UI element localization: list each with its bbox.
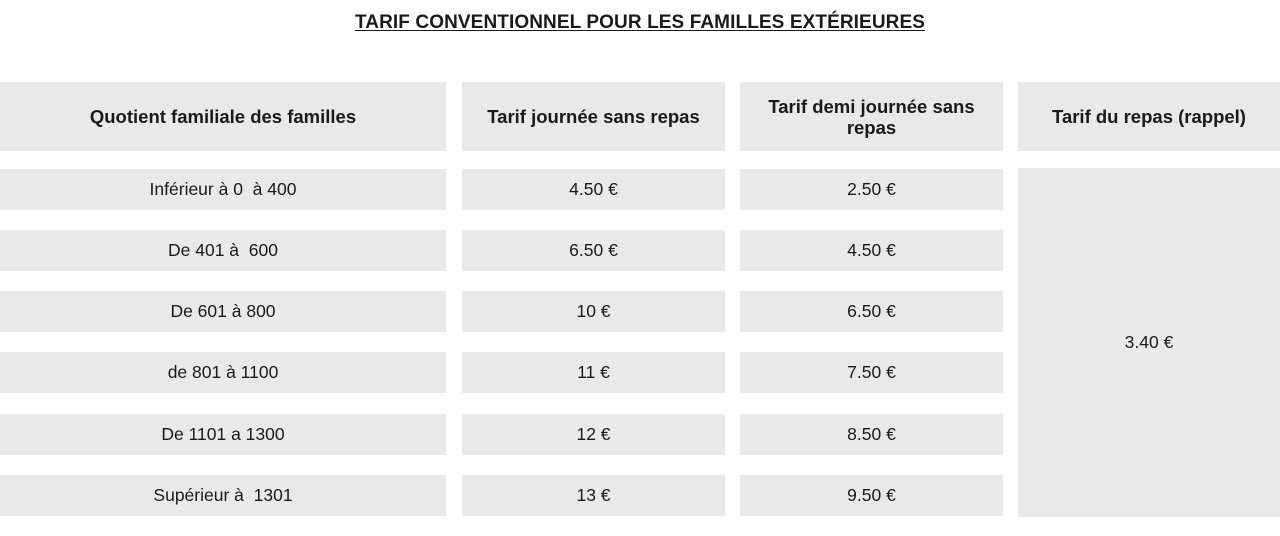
row-2-tarif-demi-journee: 4.50 € [740, 230, 1003, 271]
row-4-tarif-journee: 11 € [462, 352, 725, 393]
row-1-tarif-journee: 4.50 € [462, 169, 725, 210]
meal-price-cell: 3.40 € [1018, 168, 1280, 517]
row-2-quotient: De 401 à 600 [0, 230, 446, 271]
row-3-tarif-journee: 10 € [462, 291, 725, 332]
row-6-tarif-journee: 13 € [462, 475, 725, 516]
row-5-quotient: De 1101 a 1300 [0, 414, 446, 455]
row-5-tarif-demi-journee: 8.50 € [740, 414, 1003, 455]
row-4-quotient: de 801 à 1100 [0, 352, 446, 393]
row-6-tarif-demi-journee: 9.50 € [740, 475, 1003, 516]
row-6-quotient: Supérieur à 1301 [0, 475, 446, 516]
header-tarif-journee: Tarif journée sans repas [462, 82, 725, 151]
row-1-tarif-demi-journee: 2.50 € [740, 169, 1003, 210]
row-2-tarif-journee: 6.50 € [462, 230, 725, 271]
row-3-tarif-demi-journee: 6.50 € [740, 291, 1003, 332]
row-5-tarif-journee: 12 € [462, 414, 725, 455]
row-1-quotient: Inférieur à 0 à 400 [0, 169, 446, 210]
row-3-quotient: De 601 à 800 [0, 291, 446, 332]
page-title: TARIF CONVENTIONNEL POUR LES FAMILLES EXTÉRIEURES [354, 12, 926, 33]
header-tarif-repas: Tarif du repas (rappel) [1018, 82, 1280, 151]
header-quotient: Quotient familiale des familles [0, 82, 446, 151]
row-4-tarif-demi-journee: 7.50 € [740, 352, 1003, 393]
header-tarif-demi-journee: Tarif demi journée sans repas [740, 82, 1003, 151]
